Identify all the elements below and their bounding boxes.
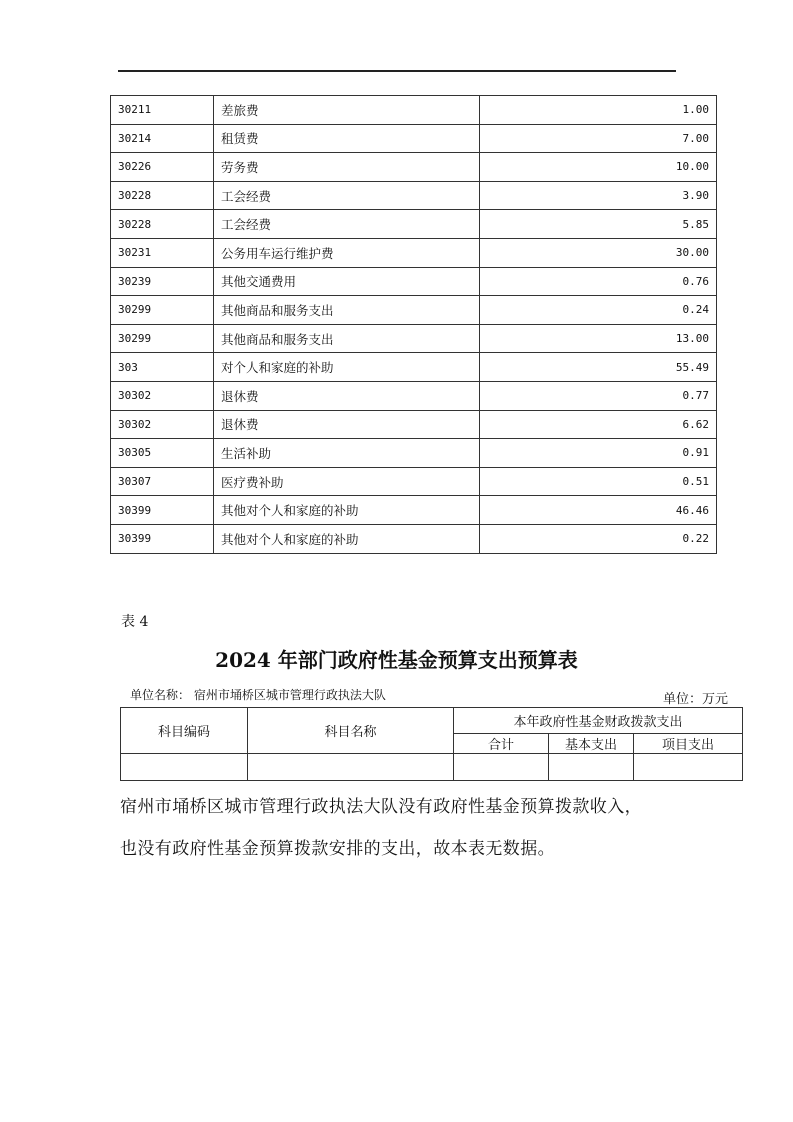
header-name: 科目名称 bbox=[248, 708, 454, 754]
table-title: 2024 年部门政府性基金预算支出预算表 bbox=[215, 648, 578, 672]
empty-cell bbox=[549, 754, 634, 781]
row-amount: 6.62 bbox=[480, 410, 717, 439]
table-row bbox=[111, 496, 717, 525]
row-name: 其他交通费用 bbox=[214, 267, 480, 296]
row-name: 工会经费 bbox=[214, 210, 480, 239]
row-amount: 10.00 bbox=[480, 153, 717, 182]
row-amount: 55.49 bbox=[480, 353, 717, 382]
header-basic: 基本支出 bbox=[549, 734, 634, 754]
row-amount: 0.76 bbox=[480, 267, 717, 296]
empty-cell bbox=[121, 754, 248, 781]
table-row bbox=[111, 467, 717, 496]
table-row bbox=[111, 324, 717, 353]
row-code: 30399 bbox=[111, 496, 214, 525]
fund-budget-table bbox=[120, 707, 743, 781]
row-name: 生活补助 bbox=[214, 439, 480, 468]
row-name: 其他商品和服务支出 bbox=[214, 296, 480, 325]
row-name: 对个人和家庭的补助 bbox=[214, 353, 480, 382]
table-row bbox=[111, 410, 717, 439]
empty-cell bbox=[248, 754, 454, 781]
row-code: 30226 bbox=[111, 153, 214, 182]
row-amount: 7.00 bbox=[480, 124, 717, 153]
row-name: 劳务费 bbox=[214, 153, 480, 182]
header-total: 合计 bbox=[454, 734, 549, 754]
expenditure-table bbox=[110, 95, 717, 554]
table-row bbox=[111, 296, 717, 325]
table-row bbox=[111, 96, 717, 125]
row-amount: 5.85 bbox=[480, 210, 717, 239]
row-code: 30399 bbox=[111, 524, 214, 553]
row-name: 退休费 bbox=[214, 381, 480, 410]
row-code: 30228 bbox=[111, 210, 214, 239]
row-code: 303 bbox=[111, 353, 214, 382]
row-amount: 0.24 bbox=[480, 296, 717, 325]
row-name: 其他对个人和家庭的补助 bbox=[214, 524, 480, 553]
table-row bbox=[111, 238, 717, 267]
table-row bbox=[111, 524, 717, 553]
expenditure-table-body bbox=[111, 96, 717, 554]
header-code: 科目编码 bbox=[121, 708, 248, 754]
note-line-1: 宿州市埇桥区城市管理行政执法大队没有政府性基金预算拨款收入， bbox=[120, 797, 642, 817]
row-code: 30211 bbox=[111, 96, 214, 125]
empty-cell bbox=[454, 754, 549, 781]
header-rule bbox=[118, 70, 676, 72]
row-code: 30307 bbox=[111, 467, 214, 496]
table-row bbox=[111, 381, 717, 410]
row-amount: 3.90 bbox=[480, 181, 717, 210]
note-line-2: 也没有政府性基金预算拨款安排的支出，故本表无数据。 bbox=[120, 839, 555, 859]
header-project: 项目支出 bbox=[634, 734, 743, 754]
row-code: 30299 bbox=[111, 296, 214, 325]
row-amount: 30.00 bbox=[480, 238, 717, 267]
row-code: 30228 bbox=[111, 181, 214, 210]
table-row bbox=[111, 181, 717, 210]
unit-label: 单位：万元 bbox=[662, 692, 728, 707]
row-name: 差旅费 bbox=[214, 96, 480, 125]
row-code: 30239 bbox=[111, 267, 214, 296]
row-name: 医疗费补助 bbox=[214, 467, 480, 496]
row-code: 30305 bbox=[111, 439, 214, 468]
row-name: 其他商品和服务支出 bbox=[214, 324, 480, 353]
row-code: 30214 bbox=[111, 124, 214, 153]
header-group: 本年政府性基金财政拨款支出 bbox=[454, 708, 743, 734]
row-amount: 0.91 bbox=[480, 439, 717, 468]
row-name: 公务用车运行维护费 bbox=[214, 238, 480, 267]
table-number-label: 表 4 bbox=[121, 614, 149, 630]
table-row bbox=[111, 267, 717, 296]
row-code: 30302 bbox=[111, 410, 214, 439]
row-code: 30302 bbox=[111, 381, 214, 410]
row-amount: 0.77 bbox=[480, 381, 717, 410]
row-code: 30231 bbox=[111, 238, 214, 267]
row-amount: 1.00 bbox=[480, 96, 717, 125]
row-name: 工会经费 bbox=[214, 181, 480, 210]
table-row bbox=[111, 439, 717, 468]
row-amount: 46.46 bbox=[480, 496, 717, 525]
row-amount: 0.22 bbox=[480, 524, 717, 553]
empty-cell bbox=[634, 754, 743, 781]
table-row bbox=[111, 210, 717, 239]
table-row bbox=[111, 353, 717, 382]
row-code: 30299 bbox=[111, 324, 214, 353]
table-row bbox=[111, 153, 717, 182]
row-amount: 0.51 bbox=[480, 467, 717, 496]
row-amount: 13.00 bbox=[480, 324, 717, 353]
row-name: 退休费 bbox=[214, 410, 480, 439]
row-name: 其他对个人和家庭的补助 bbox=[214, 496, 480, 525]
table-row bbox=[111, 124, 717, 153]
unit-name: 单位名称： 宿州市埇桥区城市管理行政执法大队 bbox=[130, 688, 386, 702]
row-name: 租赁费 bbox=[214, 124, 480, 153]
